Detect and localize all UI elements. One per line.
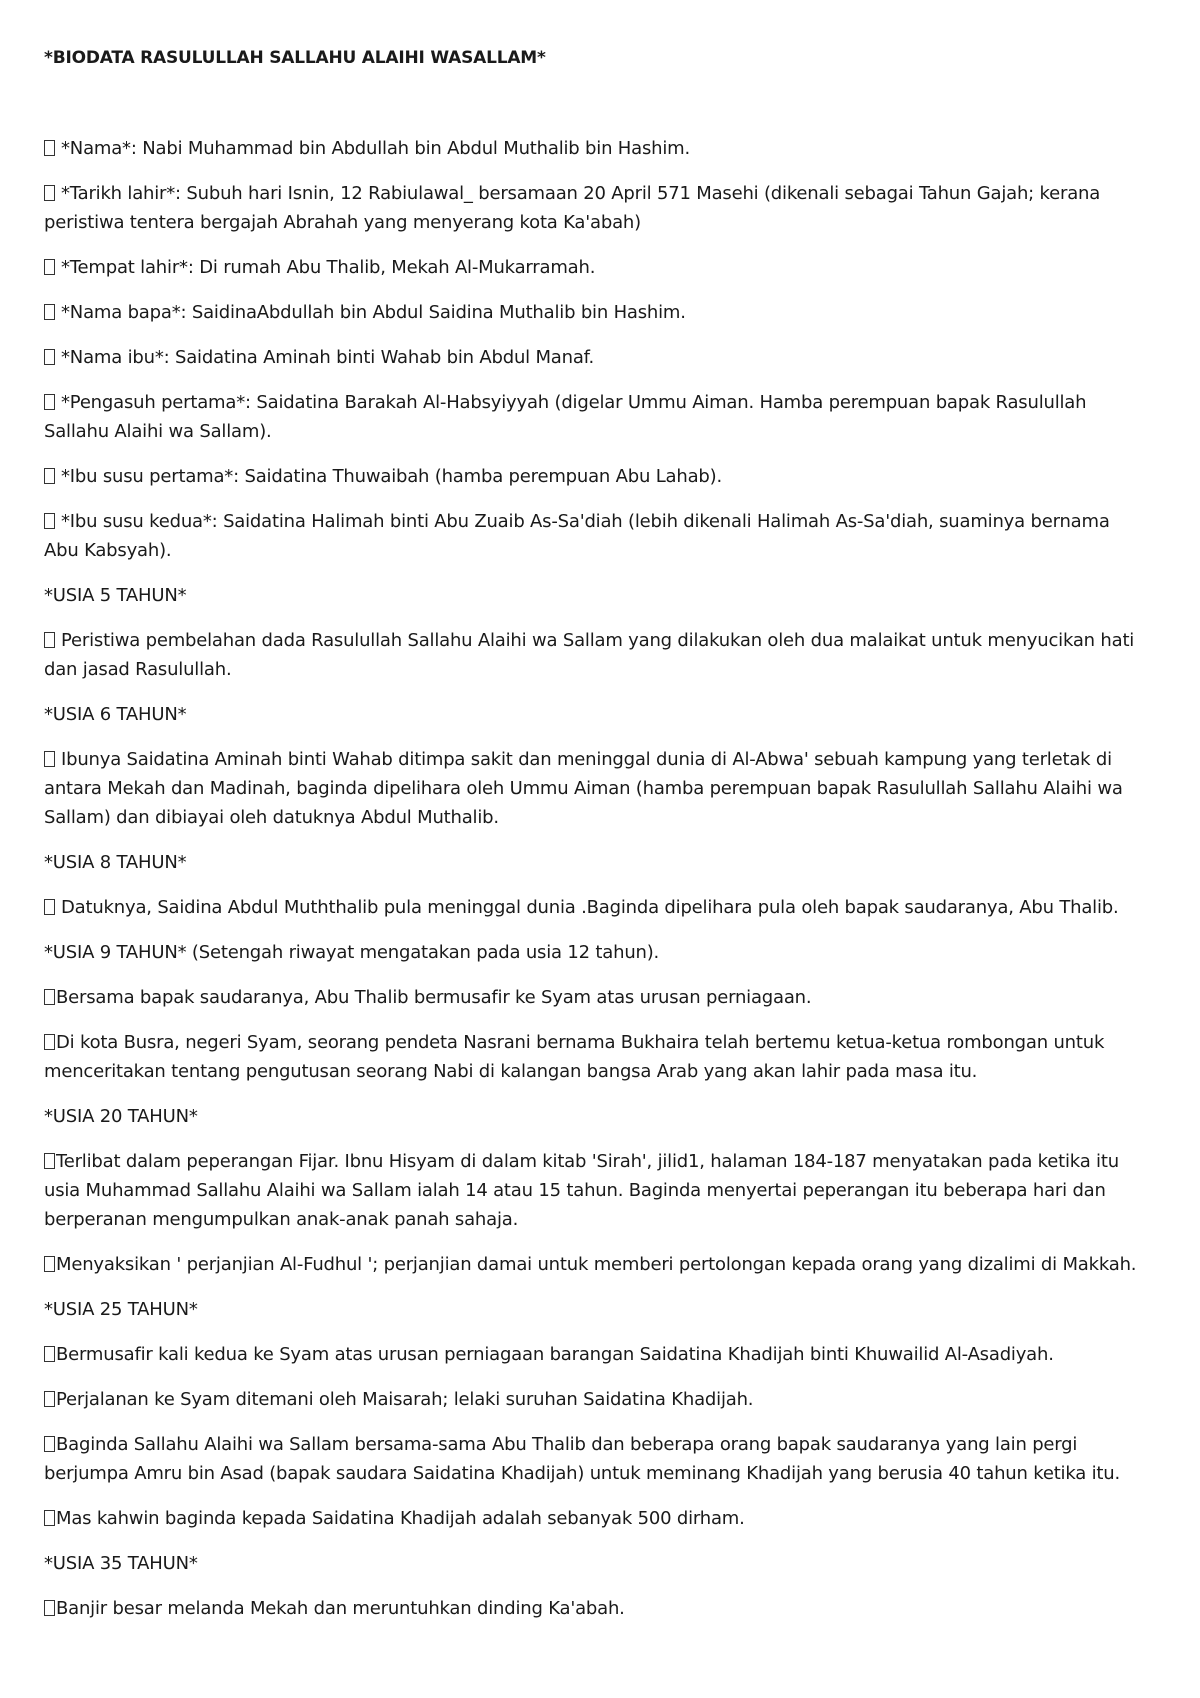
paragraph-text: Perjalanan ke Syam ditemani oleh Maisarah; lelaki suruhan Saidatina Khadijah. (56, 1389, 754, 1410)
paragraph-text: *Ibu susu kedua*: Saidatina Halimah binti Abu Zuaib As-Sa'diah (lebih dikenali Halimah As-Sa'diah, suaminya bernama Abu Kabsyah). (44, 511, 1110, 561)
bullet-paragraph (44, 179, 1148, 237)
missing-glyph-box-icon (44, 349, 55, 365)
section-heading-text: *USIA 20 TAHUN* (44, 1106, 198, 1127)
bullet-paragraph (44, 626, 1148, 684)
section-heading (44, 700, 1148, 729)
section-heading-text: *USIA 8 TAHUN* (44, 852, 187, 873)
paragraph-text: Datuknya, Saidina Abdul Muththalib pula meninggal dunia .Baginda dipelihara pula oleh bapak saudaranya, Abu Thalib. (61, 897, 1119, 918)
missing-glyph-box-icon (44, 1153, 55, 1169)
bullet-paragraph (44, 1430, 1148, 1488)
bullet-paragraph (44, 1250, 1148, 1279)
paragraph-text: *Nama*: Nabi Muhammad bin Abdullah bin Abdul Muthalib bin Hashim. (61, 138, 691, 159)
bullet-paragraph (44, 1594, 1148, 1623)
paragraph-text: Bermusafir kali kedua ke Syam atas urusan perniagaan barangan Saidatina Khadijah binti Khuwailid Al-Asadiyah. (56, 1344, 1054, 1365)
paragraph-text: *Ibu susu pertama*: Saidatina Thuwaibah (hamba perempuan Abu Lahab). (61, 466, 722, 487)
section-heading (44, 848, 1148, 877)
missing-glyph-box-icon (44, 1346, 55, 1362)
paragraph-text: *Nama ibu*: Saidatina Aminah binti Wahab bin Abdul Manaf. (61, 347, 595, 368)
bullet-paragraph (44, 507, 1148, 565)
bullet-paragraph (44, 1385, 1148, 1414)
missing-glyph-box-icon (44, 140, 55, 156)
missing-glyph-box-icon (44, 513, 55, 529)
paragraph-text: Baginda Sallahu Alaihi wa Sallam bersama-sama Abu Thalib dan beberapa orang bapak saudaranya yang lain pergi berjumpa Amru bin Asad (bapak saudara Saidatina Khadijah) untuk meminang Khadijah yang berusia 40 tahun ketika itu. (44, 1434, 1121, 1484)
bullet-paragraph (44, 1504, 1148, 1533)
paragraph-text: *Nama bapa*: SaidinaAbdullah bin Abdul Saidina Muthalib bin Hashim. (61, 302, 686, 323)
section-heading-text: *USIA 9 TAHUN* (Setengah riwayat mengatakan pada usia 12 tahun). (44, 942, 660, 963)
paragraph-text: Peristiwa pembelahan dada Rasulullah Sallahu Alaihi wa Sallam yang dilakukan oleh dua malaikat untuk menyucikan hati dan jasad Rasulullah. (44, 630, 1135, 680)
document-body (44, 134, 1148, 1623)
section-heading (44, 581, 1148, 610)
bullet-paragraph (44, 1340, 1148, 1369)
paragraph-text: *Pengasuh pertama*: Saidatina Barakah Al-Habsyiyyah (digelar Ummu Aiman. Hamba perempuan bapak Rasulullah Sallahu Alaihi wa Sallam). (44, 392, 1087, 442)
bullet-paragraph (44, 343, 1148, 372)
missing-glyph-box-icon (44, 1436, 55, 1452)
bullet-paragraph (44, 462, 1148, 491)
bullet-paragraph (44, 1147, 1148, 1234)
bullet-paragraph (44, 745, 1148, 832)
paragraph-text: Menyaksikan ' perjanjian Al-Fudhul '; perjanjian damai untuk memberi pertolongan kepada orang yang dizalimi di Makkah. (56, 1254, 1137, 1275)
bullet-paragraph (44, 134, 1148, 163)
paragraph-text: Mas kahwin baginda kepada Saidatina Khadijah adalah sebanyak 500 dirham. (56, 1508, 745, 1529)
section-heading-text: *USIA 5 TAHUN* (44, 585, 187, 606)
paragraph-text: Di kota Busra, negeri Syam, seorang pendeta Nasrani bernama Bukhaira telah bertemu ketua-ketua rombongan untuk menceritakan tentang pengutusan seorang Nabi di kalangan bangsa Arab yang akan lahir pada masa itu. (44, 1032, 1105, 1082)
missing-glyph-box-icon (44, 185, 55, 201)
section-heading (44, 938, 1148, 967)
missing-glyph-box-icon (44, 394, 55, 410)
bullet-paragraph (44, 983, 1148, 1012)
missing-glyph-box-icon (44, 899, 55, 915)
section-heading (44, 1102, 1148, 1131)
missing-glyph-box-icon (44, 632, 55, 648)
missing-glyph-box-icon (44, 989, 55, 1005)
missing-glyph-box-icon (44, 1391, 55, 1407)
missing-glyph-box-icon (44, 1510, 55, 1526)
section-heading-text: *USIA 25 TAHUN* (44, 1299, 198, 1320)
paragraph-text: *Tempat lahir*: Di rumah Abu Thalib, Mekah Al-Mukarramah. (61, 257, 596, 278)
bullet-paragraph (44, 388, 1148, 446)
missing-glyph-box-icon (44, 468, 55, 484)
bullet-paragraph (44, 253, 1148, 282)
paragraph-text: Terlibat dalam peperangan Fijar. Ibnu Hisyam di dalam kitab 'Sirah', jilid1, halaman 184-187 menyatakan pada ketika itu usia Muhammad Sallahu Alaihi wa Sallam ialah 14 atau 15 tahun. Baginda menyertai peperangan itu beberapa hari dan berperanan mengumpulkan anak-anak panah sahaja. (44, 1151, 1119, 1230)
paragraph-text: Ibunya Saidatina Aminah binti Wahab ditimpa sakit dan meninggal dunia di Al-Abwa' sebuah kampung yang terletak di antara Mekah dan Madinah, baginda dipelihara oleh Ummu Aiman (hamba perempuan bapak Rasulullah Sallahu Alaihi wa Sallam) dan dibiayai oleh datuknya Abdul Muthalib. (44, 749, 1123, 828)
missing-glyph-box-icon (44, 751, 55, 767)
missing-glyph-box-icon (44, 259, 55, 275)
section-heading-text: *USIA 6 TAHUN* (44, 704, 187, 725)
paragraph-text: *Tarikh lahir*: Subuh hari Isnin, 12 Rabiulawal_ bersamaan 20 April 571 Masehi (dikenali sebagai Tahun Gajah; kerana peristiwa tentera bergajah Abrahah yang menyerang kota Ka'abah) (44, 183, 1101, 233)
bullet-paragraph (44, 1028, 1148, 1086)
bullet-paragraph (44, 298, 1148, 327)
missing-glyph-box-icon (44, 1034, 55, 1050)
section-heading-text: *USIA 35 TAHUN* (44, 1553, 198, 1574)
missing-glyph-box-icon (44, 304, 55, 320)
missing-glyph-box-icon (44, 1256, 55, 1272)
bullet-paragraph (44, 893, 1148, 922)
paragraph-text: Bersama bapak saudaranya, Abu Thalib bermusafir ke Syam atas urusan perniagaan. (56, 987, 812, 1008)
document-title: *BIODATA RASULULLAH SALLAHU ALAIHI WASALLAM* (44, 48, 546, 68)
missing-glyph-box-icon (44, 1600, 55, 1616)
paragraph-text: Banjir besar melanda Mekah dan meruntuhkan dinding Ka'abah. (56, 1598, 625, 1619)
section-heading (44, 1295, 1148, 1324)
section-heading (44, 1549, 1148, 1578)
